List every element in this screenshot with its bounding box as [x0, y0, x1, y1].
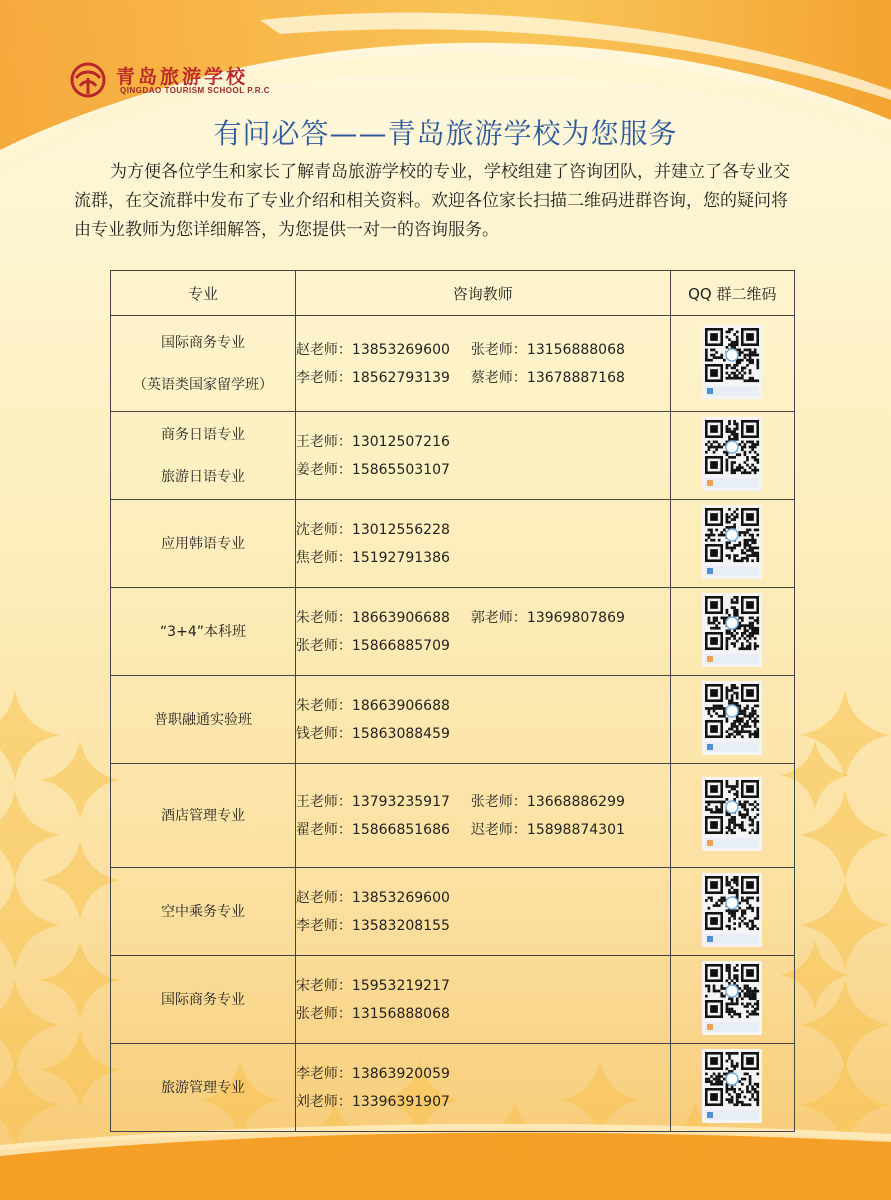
teacher-contact: 迟老师：15898874301	[470, 821, 625, 838]
major-cell	[111, 588, 296, 676]
page-title: 有问必答——青岛旅游学校为您服务	[213, 117, 678, 150]
teacher-contact: 朱老师：18663906688	[295, 609, 450, 626]
teacher-contact: 赵老师：13853269600	[295, 889, 450, 906]
major-name: 国际商务专业	[160, 991, 245, 1008]
teacher-contact: 王老师：13793235917	[295, 793, 450, 810]
teacher-contact: 李老师：13583208155	[295, 917, 450, 934]
qr-code-icon[interactable]	[702, 325, 762, 403]
teachers-cell	[295, 1044, 670, 1132]
teachers-cell	[295, 956, 670, 1044]
major-name: 商务日语专业	[160, 426, 245, 443]
teacher-contact: 王老师：13012507216	[295, 433, 450, 450]
major-name: （英语类国家留学班）	[132, 376, 273, 393]
table-row	[111, 764, 795, 868]
intro-paragraph: 为方便各位学生和家长了解青岛旅游学校的专业，学校组建了咨询团队，并建立了各专业交流群，在交流群中发布了专业介绍和相关资料。欢迎各位家长扫描二维码进群咨询，您的疑问将由专业教师为您详细解答，为您提供一对一的咨询服务。	[74, 162, 790, 240]
teacher-contact: 张老师：13156888068	[470, 341, 625, 358]
table-row	[111, 956, 795, 1044]
teachers-cell	[295, 676, 670, 764]
major-name: 旅游管理专业	[160, 1079, 245, 1096]
major-cell	[111, 500, 296, 588]
major-cell	[111, 956, 296, 1044]
qr-code-icon[interactable]	[702, 961, 762, 1039]
qr-code-icon[interactable]	[702, 873, 762, 951]
qr-cell	[670, 316, 794, 412]
qr-cell	[670, 588, 794, 676]
teacher-contact: 刘老师：13396391907	[295, 1093, 450, 1110]
consultation-table	[110, 270, 795, 1132]
qr-cell	[670, 500, 794, 588]
qr-code-icon[interactable]	[702, 417, 762, 495]
major-cell	[111, 316, 296, 412]
teachers-cell	[295, 412, 670, 500]
major-name: 普职融通实验班	[153, 711, 252, 728]
teacher-contact: 张老师：15866885709	[295, 637, 450, 654]
teacher-contact: 李老师：18562793139	[295, 369, 450, 386]
major-name: “3+4”本科班	[159, 623, 246, 640]
qr-code-icon[interactable]	[702, 1049, 762, 1127]
qr-code-icon[interactable]	[702, 681, 762, 759]
major-name: 国际商务专业	[160, 334, 245, 351]
table-row	[111, 1044, 795, 1132]
major-name: 旅游日语专业	[160, 468, 245, 485]
major-name: 酒店管理专业	[160, 807, 245, 824]
qr-cell	[670, 956, 794, 1044]
teachers-cell	[295, 316, 670, 412]
qr-code-icon[interactable]	[702, 777, 762, 855]
header-qr: QQ 群二维码	[670, 271, 794, 316]
table-header-row	[111, 271, 795, 316]
teacher-contact: 钱老师：15863088459	[295, 725, 450, 742]
teachers-cell	[295, 588, 670, 676]
header-major: 专业	[111, 271, 296, 316]
teacher-contact: 张老师：13668886299	[470, 793, 625, 810]
major-name: 空中乘务专业	[160, 903, 245, 920]
teacher-contact: 沈老师：13012556228	[295, 521, 450, 538]
teacher-contact: 蔡老师：13678887168	[470, 369, 625, 386]
teachers-cell	[295, 500, 670, 588]
logo-english-name: QINGDAO TOURISM SCHOOL P.R.C	[120, 86, 271, 95]
qr-cell	[670, 868, 794, 956]
teacher-contact: 赵老师：13853269600	[295, 341, 450, 358]
teacher-contact: 焦老师：15192791386	[295, 549, 450, 566]
table-row	[111, 588, 795, 676]
bottom-swoosh-decoration	[0, 1120, 891, 1200]
table-row	[111, 316, 795, 412]
logo-emblem-icon	[70, 62, 106, 98]
major-cell	[111, 676, 296, 764]
major-cell	[111, 1044, 296, 1132]
major-cell	[111, 868, 296, 956]
table-row	[111, 676, 795, 764]
logo-chinese-name: 青岛旅游学校	[116, 66, 249, 88]
table-row	[111, 868, 795, 956]
teacher-contact: 朱老师：18663906688	[295, 697, 450, 714]
qr-cell	[670, 412, 794, 500]
table-row	[111, 500, 795, 588]
qr-cell	[670, 764, 794, 868]
teacher-contact: 郭老师：13969807869	[470, 609, 625, 626]
qr-cell	[670, 1044, 794, 1132]
major-cell	[111, 412, 296, 500]
teacher-contact: 姜老师：15865503107	[295, 461, 450, 478]
teacher-contact: 李老师：13863920059	[295, 1065, 450, 1082]
teacher-contact: 张老师：13156888068	[295, 1005, 450, 1022]
teachers-cell	[295, 764, 670, 868]
table-row	[111, 412, 795, 500]
school-logo	[70, 62, 300, 106]
header-teachers: 咨询教师	[295, 271, 670, 316]
major-name: 应用韩语专业	[160, 535, 245, 552]
teacher-contact: 翟老师：15866851686	[295, 821, 450, 838]
qr-code-icon[interactable]	[702, 505, 762, 583]
teachers-cell	[295, 868, 670, 956]
teacher-contact: 宋老师：15953219217	[295, 977, 450, 994]
major-cell	[111, 764, 296, 868]
qr-cell	[670, 676, 794, 764]
qr-code-icon[interactable]	[702, 593, 762, 671]
